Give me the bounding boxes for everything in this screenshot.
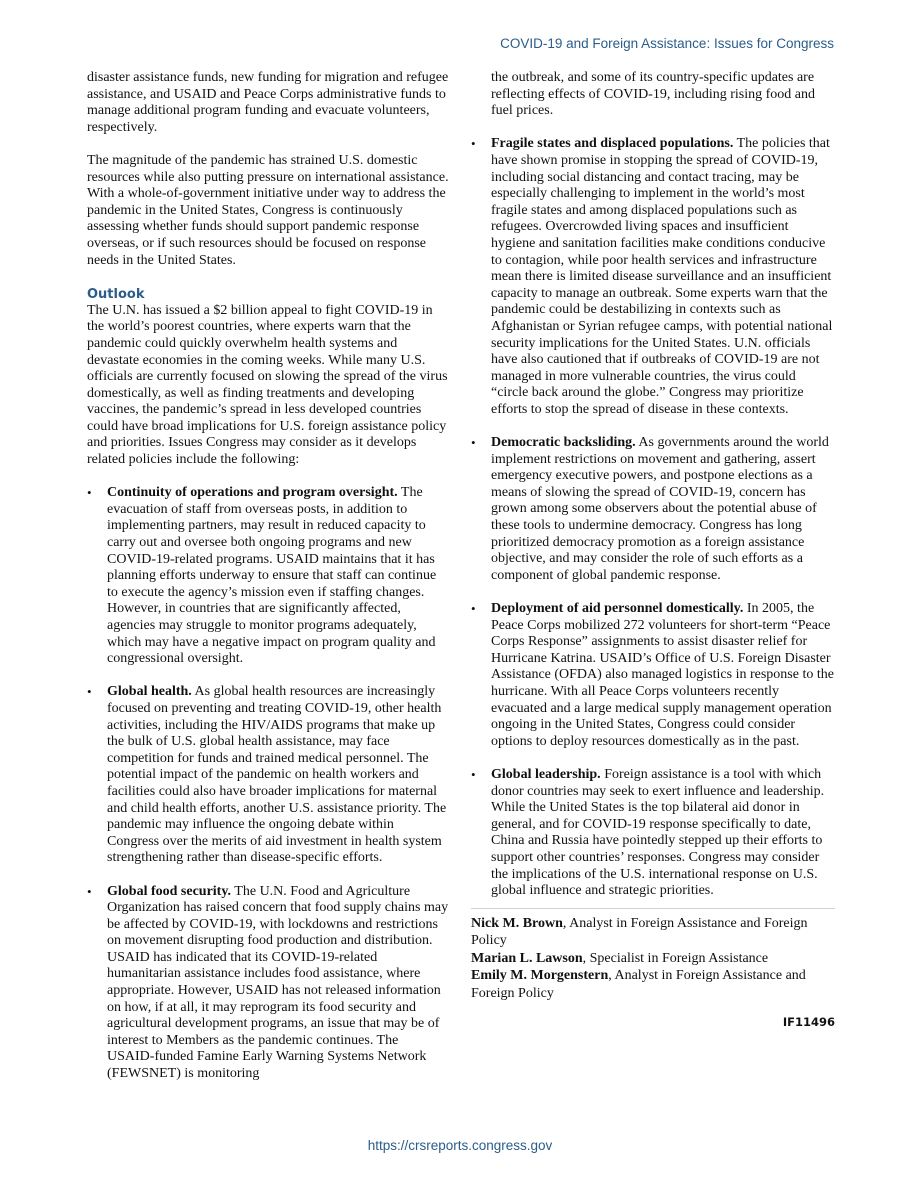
list-item-text: The evacuation of staff from overseas posts, in addition to implementing partners, may result in reduced capacity to carry out and oversee both ongoing programs and new COVID-19-related programs. USAID maintains that it has planning efforts underway to ensure that staff can continue to execute the agency’s mission even if staffing changes. However, in countries that are significantly affected, agencies may struggle to monitor programs adequately, which may have a negative impact on program quality and congressional oversight. [107,485,437,667]
list-item-title: Democratic backsliding. [491,435,636,451]
list-item [471,601,835,750]
issue-list-left [87,485,449,1082]
list-item [471,136,835,418]
issue-list-right [471,136,835,899]
list-item-title: Fragile states and displaced populations. [491,136,734,152]
bullet-icon: • [87,883,92,899]
author-entry [471,915,835,950]
author-entry [471,950,835,968]
paragraph-funds-continuation: disaster assistance funds, new funding for migration and refugee assistance, and USAID and Peace Corps administrative funds to manage additional program funding and evacuate volunteers, respectively. [87,70,449,135]
author-role: , Analyst in Foreign Assistance and Foreign Policy [471,968,806,1001]
footer-url-link[interactable]: https://crsreports.congress.gov [367,1138,553,1153]
paragraph-outlook: The U.N. has issued a $2 billion appeal to fight COVID-19 in the world’s poorest countries, where experts warn that the pandemic could quickly overwhelm health systems and devastate economies in the coming weeks. While many U.S. officials are currently focused on slowing the spread of the virus domestically, as well as finding treatments and developing vaccines, the pandemic’s spread in less developed countries could have broad implications for U.S. foreign assistance policy and priorities. Issues Congress may consider as it develops related policies include the following: [87,302,448,468]
list-item-title: Deployment of aid personnel domestically. [491,601,744,616]
bullet-icon: • [471,766,476,782]
section-heading-outlook: Outlook [87,286,145,302]
bullet-icon: • [471,136,476,152]
author-name: Emily M. Morgenstern [471,968,609,984]
author-list [471,915,835,1003]
list-item-text: The policies that have shown promise in stopping the spread of COVID-19, including social distancing and contact tracing, may be especially challenging to implement in the world’s most fragile states and among displaced populations such as refugees. Overcrowded living spaces and insufficient hygiene and sanitation facilities make conditions conducive to contagion, while poor health services and infrastructure mean there is limited disease surveillance and an insufficient capacity to manage an outbreak. Some experts warn that the pandemic could be destabilizing in contexts such as Afghanistan or Syrian refugee camps, with potential national security implications for the United States. U.N. officials have also cautioned that if outbreaks of COVID-19 are not managed in more vulnerable countries, the virus could “circle back around the globe.” Congress may prioritize efforts to stop the spread of disease in these contexts. [491,136,833,417]
report-id: IF11496 [782,1015,835,1030]
paragraph-food-security-continuation: the outbreak, and some of its country-specific updates are reflecting effects of COVID-19, including rising food and fuel prices. [491,70,815,119]
author-role: , Specialist in Foreign Assistance [582,950,769,966]
list-item [87,684,449,867]
bullet-icon: • [87,684,92,700]
author-name: Marian L. Lawson [471,950,583,966]
right-column [471,70,835,1031]
author-entry [471,967,835,1002]
bullet-icon: • [471,601,476,616]
list-item-title: Global food security. [107,883,232,899]
author-role: , Analyst in Foreign Assistance and Foreign Policy [471,915,808,949]
list-item [87,884,449,1083]
list-item-text: As global health resources are increasingly focused on preventing and treating COVID-19, other health activities, including the HIV/AIDS programs that make up the bulk of U.S. global health assistance, may face competition for funds and trained medical personnel. The potential impact of the pandemic on health workers and facilities could also have broader implications for maternal and child health efforts, another U.S. assistance priority. The pandemic may influence the ongoing debate within Congress over the merits of aid investment in health system strengthening rather than disease-specific efforts. [107,684,447,866]
list-item-text: In 2005, the Peace Corps mobilized 272 volunteers for short-term “Peace Corps Response” assignments to assist disaster relief for Hurricane Katrina. USAID’s Office of U.S. Foreign Disaster Assistance (OFDA) also managed logistics in response to the hurricane. With all Peace Corps volunteers recently evacuated and a large medical supply management operation ongoing in the United States, Congress could consider options to deploy resources domestically as in the past. [491,601,834,749]
bullet-icon: • [471,435,476,451]
list-item [471,435,835,584]
list-item-title: Continuity of operations and program oversight. [107,485,398,501]
list-item [87,485,449,668]
list-item [471,767,835,900]
authors-divider [471,908,835,909]
left-column [87,70,449,1099]
bullet-icon: • [87,485,92,501]
list-item-text: The U.N. Food and Agriculture Organization has raised concern that food supply chains may be affected by COVID-19, with lockdowns and restrictions on movement disrupting food production and distribution. USAID has indicated that its COVID-19-related humanitarian assistance includes food assistance, where appropriate. However, USAID has not released information on how, if at all, it may reprogram its food security and agricultural development programs, an issue that may be of interest to Members as the pandemic continues. The USAID-funded Famine Early Warning Systems Network (FEWSNET) is monitoring [107,883,449,1082]
author-name: Nick M. Brown [471,915,563,931]
list-item-title: Global leadership. [491,766,601,782]
list-item-text: Foreign assistance is a tool with which donor countries may seek to exert influence and leadership. While the United States is the top bilateral aid donor in general, and for COVID-19 response specifically to date, China and Russia have pointedly stepped up their efforts to support other countries’ responses. Congress may consider the implications of the U.S. international response on U.S. global influence and strategic priorities. [491,766,825,899]
list-item-title: Global health. [107,684,192,700]
running-header-title: COVID-19 and Foreign Assistance: Issues for Congress [500,36,834,51]
paragraph-domestic-resources: The magnitude of the pandemic has strained U.S. domestic resources while also putting pressure on international assistance. With a whole-of-government initiative under way to address the pandemic in the United States, Congress is continuously assessing whether funds should support pandemic response overseas, or if such resources should be focused on response needs in the United States. [87,152,449,268]
list-item-text: As governments around the world implement restrictions on movement and gathering, assert emergency executive powers, and postpone elections as a means of slowing the spread of COVID-19, concern has grown among some observers about the potential abuse of these tools to undermine democracy. Congress has long prioritized democracy promotion as a foreign assistance objective, and may consider the role of such efforts as a component of global pandemic response. [491,435,829,583]
